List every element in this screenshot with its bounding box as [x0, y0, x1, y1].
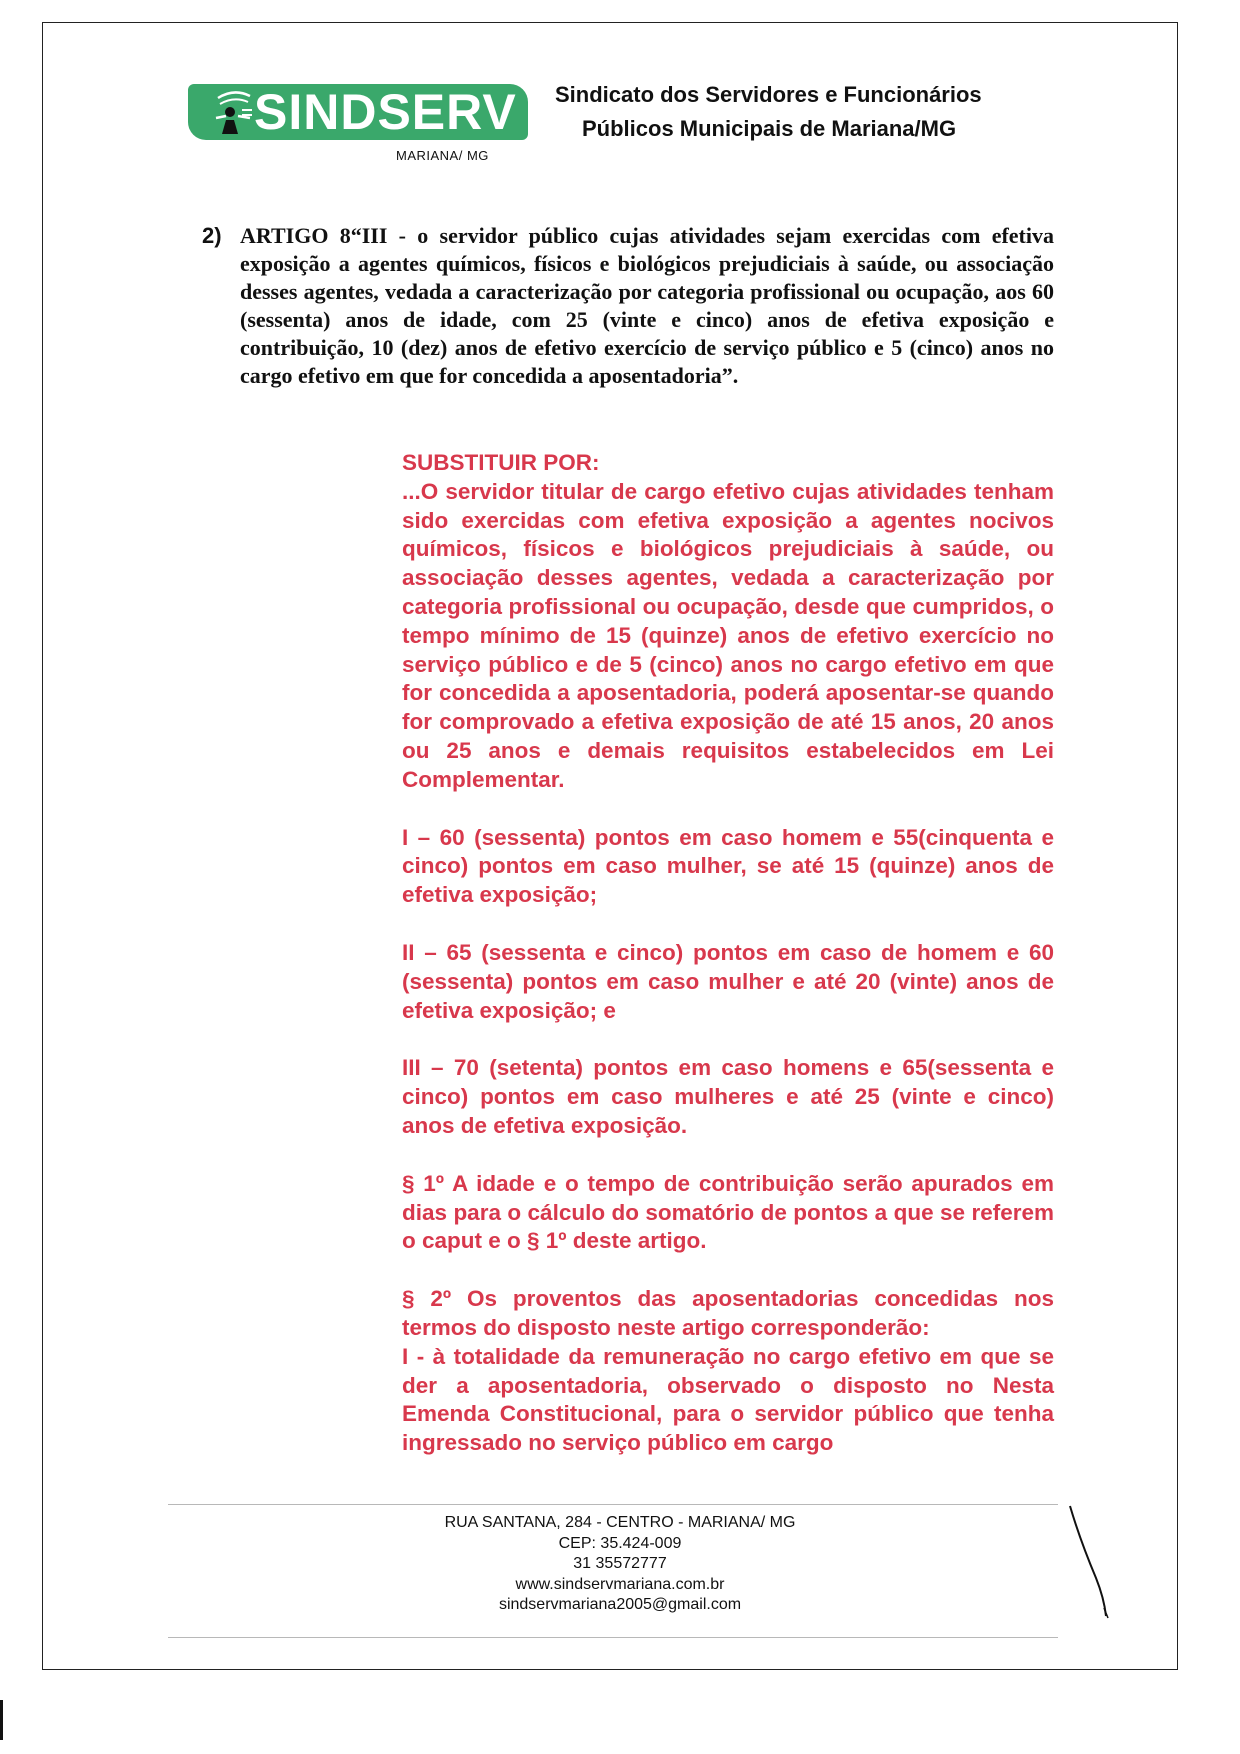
replacement-intro: ...O servidor titular de cargo efetivo cujas atividades tenham sido exercidas com efetiva exposição a agentes nocivos químicos, físicos e biológicos prejudiciais à saúde, ou associação desses agentes, vedada a caracterização por categoria profissional ou ocupação, desde que cumpridos, o tempo mínimo de 15 (quinze) anos de efetivo exercício no serviço público e de 5 (cinco) anos no cargo efetivo em que for concedida a aposentadoria, poderá aposentar-se quando for comprovado a efetiva exposição de até 15 anos, 20 anos ou 25 anos e demais requisitos estabelecidos em Lei Complementar. [402, 478, 1054, 792]
footer-website: www.sindservmariana.com.br [515, 1575, 725, 1593]
scan-edge-mark [0, 1700, 3, 1740]
footer-phone: 31 35572777 [573, 1555, 667, 1572]
article-number: 2) [202, 223, 222, 248]
article-block [202, 222, 1054, 390]
footer-address: RUA SANTANA, 284 - CENTRO - MARIANA/ MG [444, 1514, 796, 1531]
replacement-paragraph-2-item: I - à totalidade da remuneração no cargo efetivo em que se der a aposentadoria, observado o disposto no Nesta Emenda Constitucional, para o servidor público que tenha ingressado no serviço público em cargo [402, 1343, 1054, 1456]
replacement-block [402, 449, 1054, 1458]
replacement-paragraph-2: § 2º Os proventos das aposentadorias concedidas nos termos do disposto neste artigo corresponderão: [402, 1286, 1054, 1340]
footer-cep: CEP: 35.424-009 [558, 1534, 682, 1552]
organization-name [555, 78, 1075, 146]
people-icon [214, 86, 254, 138]
org-name-line1: Sindicato dos Servidores e Funcionários [555, 82, 982, 107]
replacement-paragraph-1: § 1º A idade e o tempo de contribuição serão apurados em dias para o cálculo do somatório de pontos a que se referem o caput e o § 1º deste artigo. [402, 1170, 1054, 1254]
pen-stroke-mark [1060, 1500, 1120, 1620]
replacement-item-2: II – 65 (sessenta e cinco) pontos em caso de homem e 60 (sessenta) pontos em caso mulher e até 20 (vinte) anos de efetiva exposição; e [402, 939, 1054, 1023]
footer-top-rule [168, 1504, 1058, 1505]
org-name-line2: Públicos Municipais de Mariana/MG [582, 116, 957, 141]
footer-email: sindservmariana2005@gmail.com [498, 1596, 742, 1613]
replacement-heading: SUBSTITUIR POR: [402, 450, 600, 475]
footer-contact [360, 1513, 880, 1616]
logo-wordmark: SINDSERV [254, 84, 517, 140]
sindserv-logo [188, 84, 528, 140]
footer-bottom-rule [168, 1637, 1058, 1638]
replacement-item-1: I – 60 (sessenta) pontos em caso homem e 55(cinquenta e cinco) pontos em caso mulher, se até 15 (quinze) anos de efetiva exposição; [402, 824, 1054, 908]
article-text: ARTIGO 8“III - o servidor público cujas atividades sejam exercidas com efetiva exposição a agentes químicos, físicos e biológicos prejudiciais à saúde, ou associação desses agentes, vedada a caracterização por categoria profissional ou ocupação, aos 60 (sessenta) anos de idade, com 25 (vinte e cinco) anos de efetiva exposição e contribuição, 10 (dez) anos de efetivo exercício de serviço público e 5 (cinco) anos no cargo efetivo em que for concedida a aposentadoria”. [240, 223, 1054, 388]
logo-location: MARIANA/ MG [396, 148, 489, 163]
replacement-item-3: III – 70 (setenta) pontos em caso homens e 65(sessenta e cinco) pontos em caso mulheres e até 25 (vinte e cinco) anos de efetiva exposição. [402, 1055, 1054, 1138]
